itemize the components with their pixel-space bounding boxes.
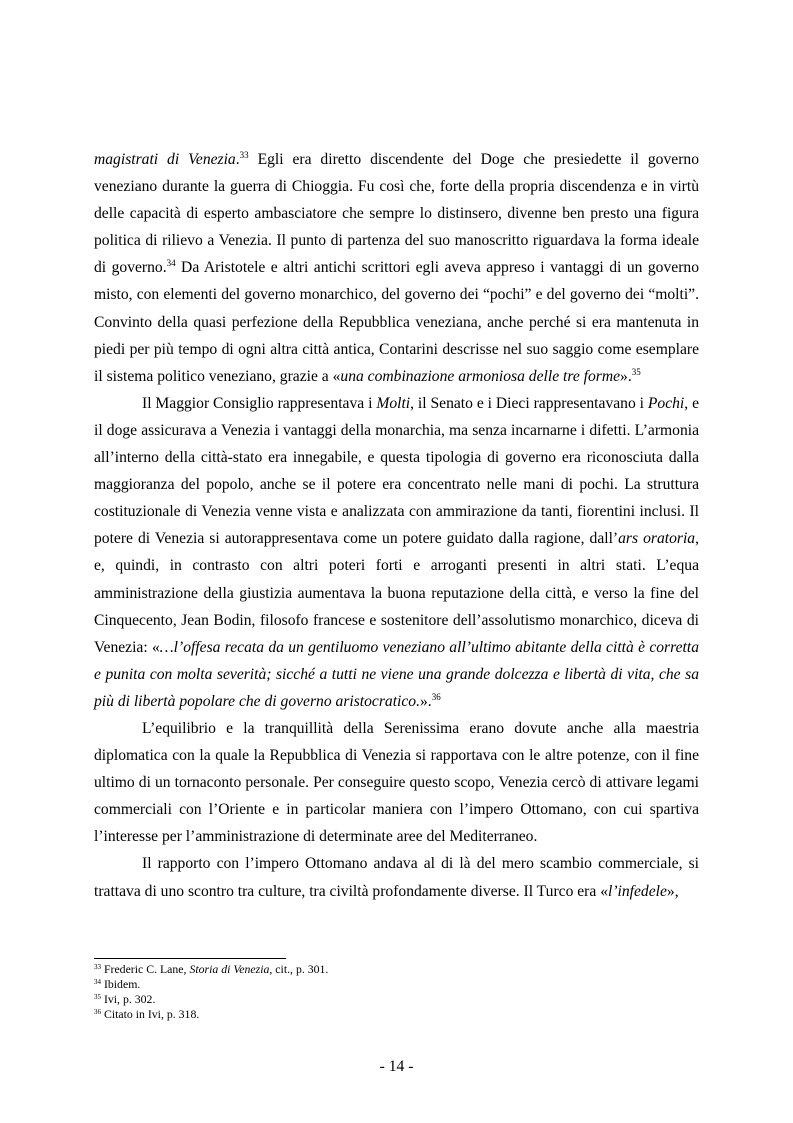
footnote-title: Storia di Venezia: [189, 962, 270, 976]
paragraph-3: L’equilibrio e la tranquillità della Serenissima erano dovute anche alla maestria diplomatica con la quale la Repubblica di Venezia si rapportava con le altre potenze, con il fine ultimo di un tornaconto personale. Per conseguire questo scopo, Venezia cercò di attivare legami commerciali con l’Oriente e in particolar maniera con l’impero Ottomano, con cui spartiva l’interesse per l’amministrazione di determinate aree del Mediterraneo.: [94, 719, 699, 846]
footnote-text: Ibidem.: [101, 977, 141, 992]
footnote-number: 35: [94, 993, 101, 1002]
footnote-ref-34: 34: [166, 258, 176, 269]
paragraph-1: [94, 146, 699, 390]
footnote-34: [94, 977, 699, 992]
italic-term: ars oratoria: [618, 530, 696, 548]
footnote-text: Frederic C. Lane,: [101, 962, 190, 976]
footnote-36: [94, 1007, 699, 1022]
paragraph-4: [94, 850, 699, 904]
text-run: Da Aristotele e altri antichi scrittori egli aveva appreso i vantaggi di un governo misto, con elementi del governo monarchico, del governo dei “pochi” e del governo dei “molti”. Convinto della quasi perfezione della Repubblica veneziana, anche perché si era mantenuta in piedi per più tempo di ogni altra città antica, Contarini descrisse nel suo saggio come esemplare il sistema politico veneziano, grazie a «: [94, 259, 699, 385]
footnote-33: [94, 962, 699, 977]
footnote-separator: [94, 958, 286, 959]
text-run: ».: [419, 692, 432, 710]
footnote-35: [94, 992, 699, 1007]
footnote-ref-33: 33: [239, 150, 249, 160]
text-run: , il Senato e i Dieci rappresentavano i: [410, 394, 648, 412]
footnote-ref-36: 36: [431, 691, 441, 702]
text-run: Egli era diretto discendente del Doge che presiedette il governo veneziano durante la guerra di Chioggia. Fu così che, forte della propria discendenza e in virtù delle capacità di esperto ambasciatore che sempre lo distinsero, divenne ben presto una figura politica di rilievo a Venezia. Il punto di partenza del suo manoscritto riguardava la forma ideale di governo.: [94, 151, 699, 277]
footnote-ref-35: 35: [631, 366, 641, 377]
italic-quote: …l’offesa recata da un gentiluomo veneziano all’ultimo abitante della città è corretta e punita con molta severità; sicché a tutti ne viene una grande dolcezza e libertà di vita, che sa più di libertà popolare che di governo aristocratico.: [94, 638, 699, 710]
text-run: Il Maggior Consiglio rappresentava i: [142, 394, 377, 412]
italic-quote: una combinazione armoniosa delle tre forme: [340, 367, 621, 385]
footnote-text: Ivi, p. 302.: [101, 992, 156, 1007]
italic-phrase: magistrati di Venezia: [94, 151, 236, 168]
page-number: - 14 -: [379, 1058, 414, 1075]
text-run: .: [235, 151, 240, 168]
text-run: , e il doge assicurava a Venezia i vantaggi della monarchia, ma senza incarnarne i difetti. L’armonia all’interno della città-stato era innegabile, e questa tipologia di governo era riconosciuta dalla maggioranza del popolo, anche se il potere era concentrato nelle mani di pochi. La struttura costituzionale di Venezia venne vista e analizzata con ammirazione da tanti, fiorentini inclusi. Il potere di Venezia si autorappresentava come un potere guidato dalla ragione, dall’: [94, 394, 699, 548]
footnote-number: 34: [94, 978, 101, 987]
body-text: [94, 146, 699, 905]
text-run: »,: [666, 882, 679, 900]
footnote-number: 33: [94, 963, 101, 971]
italic-term: Molti: [376, 394, 411, 412]
italic-quote: l’infedele: [608, 882, 667, 900]
italic-term: Pochi: [647, 394, 685, 412]
text-run: ».: [620, 367, 632, 385]
footnote-number: 36: [94, 1008, 101, 1017]
footnote-text: Citato in Ivi, p. 318.: [101, 1007, 200, 1022]
text-run: Il rapporto con l’impero Ottomano andava al di là del mero scambio commerciale, si trattava di uno scontro tra culture, tra civiltà profondamente diverse. Il Turco era «: [94, 855, 699, 900]
text-run: , e, quindi, in contrasto con altri poteri forti e arroganti presenti in altri stati. L’equa amministrazione della giustizia aumentava la buona reputazione della città, e verso la fine del Cinquecento, Jean Bodin, filosofo francese e sostenitore dell’assolutismo monarchico, diceva di Venezia: «: [94, 530, 699, 656]
footnote-text: , cit., p. 301.: [269, 962, 329, 976]
paragraph-2: [94, 390, 699, 715]
footnotes: [94, 962, 699, 1022]
